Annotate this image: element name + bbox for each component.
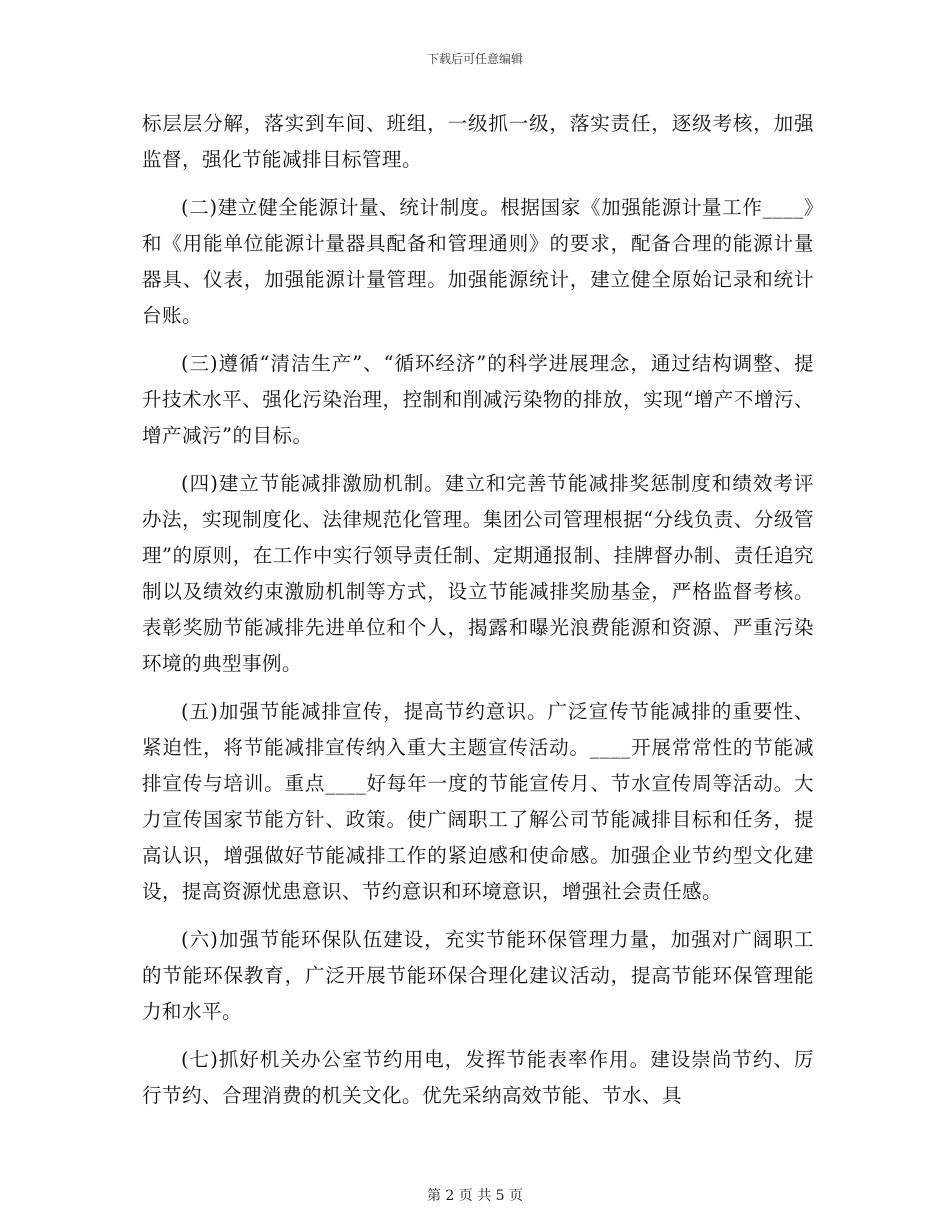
document-body [142,106,814,1126]
page-header: 下载后可任意编辑 [426,52,523,66]
paragraph-continuation: 标层层分解，落实到车间、班组，一级抓一级，落实责任，逐级考核，加强监督，强化节能减排目标管理。 [142,112,814,171]
paragraph-3: (三)遵循“清洁生产”、“循环经济”的科学进展理念，通过结构调整、提升技术水平、强化污染治理，控制和削减污染物的排放，实现“增产不增污、增产减污”的目标。 [142,352,814,447]
paragraph-4: (四)建立节能减排激励机制。建立和完善节能减排奖惩制度和绩效考评办法，实现制度化、法律规范化管理。集团公司管理根据“分线负责、分级管理”的原则，在工作中实行领导责任制、定期通报制、挂牌督办制、责任追究制以及绩效约束激励机制等方式，设立节能减排奖励基金，严格监督考核。表彰奖励节能减排先进单位和个人，揭露和曝光浪费能源和资源、严重污染环境的典型事例。 [142,472,814,675]
paragraph-2: (二)建立健全能源计量、统计制度。根据国家《加强能源计量工作____》和《用能单位能源计量器具配备和管理通则》的要求，配备合理的能源计量器具、仪表，加强能源计量管理。加强能源统计，建立健全原始记录和统计台账。 [142,196,814,327]
paragraph-7: (七)抓好机关办公室节约用电，发挥节能表率作用。建设崇尚节约、厉行节约、合理消费的机关文化。优先采纳高效节能、节水、具 [142,1048,814,1107]
paragraph-6: (六)加强节能环保队伍建设，充实节能环保管理力量，加强对广阔职工的节能环保教育，广泛开展节能环保合理化建议活动，提高节能环保管理能力和水平。 [142,928,814,1023]
page-number-footer: 第 2 页 共 5 页 [426,1188,524,1204]
paragraph-5: (五)加强节能减排宣传，提高节约意识。广泛宣传节能减排的重要性、紧迫性，将节能减排宣传纳入重大主题宣传活动。____开展常常性的节能减排宣传与培训。重点____好每年一度的节能宣传月、节水宣传周等活动。大力宣传国家节能方针、政策。使广阔职工了解公司节能减排目标和任务，提高认识，增强做好节能减排工作的紧迫感和使命感。加强企业节约型文化建设，提高资源忧患意识、节约意识和环境意识，增强社会责任感。 [142,700,814,903]
